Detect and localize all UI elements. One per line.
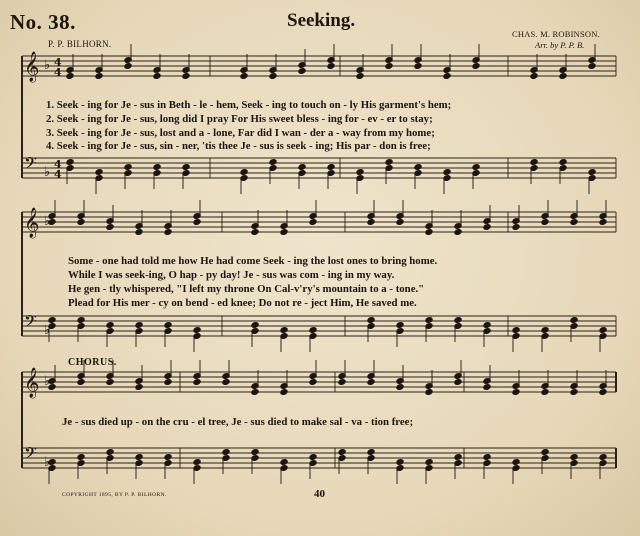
note-chord: [164, 210, 172, 235]
note-chord: [309, 454, 317, 479]
note-chord: [396, 459, 404, 484]
note-chord: [599, 454, 607, 479]
composer-credit: P. P. BILHORN.: [48, 39, 112, 49]
flat-key-signature-icon: ♭: [44, 58, 51, 73]
note-chord: [443, 169, 451, 194]
note-chord: [193, 200, 201, 225]
verse-2-line-2: While I was seek-ing, O hap - py day! Je - sus was com - ing in my way.: [68, 269, 395, 281]
flat-key-signature-icon: ♭: [44, 323, 51, 338]
note-chord: [193, 459, 201, 484]
note-chord: [280, 210, 288, 235]
note-chord: [309, 200, 317, 225]
note-chord: [309, 360, 317, 385]
note-chord: [530, 54, 538, 79]
note-chord: [135, 365, 143, 390]
note-chord: [280, 327, 288, 352]
note-chord: [66, 159, 74, 184]
note-chord: [599, 200, 607, 225]
note-chord: [454, 454, 462, 479]
note-chord: [77, 317, 85, 342]
note-chord: [367, 360, 375, 385]
note-chord: [153, 54, 161, 79]
note-chord: [309, 327, 317, 352]
note-chord: [338, 449, 346, 474]
note-chord: [599, 370, 607, 395]
author-credit: CHAS. M. ROBINSON.: [512, 29, 600, 39]
verse-4-line-2: Plead for His mer - cy on bend - ed knee; Do not re - ject Him, He saved me.: [68, 297, 417, 309]
note-chord: [135, 210, 143, 235]
note-chord: [443, 54, 451, 79]
note-chord: [269, 159, 277, 184]
note-chord: [106, 205, 114, 230]
flat-key-signature-icon: ♭: [44, 214, 51, 229]
note-chord: [588, 169, 596, 194]
verse-3-line-2: He gen - tly whispered, "I left my throne On Cal-v'ry's mountain to a - tone.": [68, 283, 425, 295]
note-chord: [251, 210, 259, 235]
note-chord: [425, 210, 433, 235]
note-chord: [483, 322, 491, 347]
chorus-lyric: Je - sus died up - on the cru - el tree, Je - sus died to make sal - va - tion free;: [62, 416, 414, 428]
note-chord: [396, 200, 404, 225]
bass-clef-icon: 𝄢: [24, 153, 37, 177]
bass-clef-icon: 𝄢: [24, 443, 37, 467]
note-chord: [588, 44, 596, 69]
staff-1-treble: [22, 56, 616, 76]
note-chord: [251, 449, 259, 474]
note-chord: [153, 164, 161, 189]
flat-key-signature-icon: ♭: [44, 374, 51, 389]
note-chord: [472, 164, 480, 189]
note-chord: [298, 49, 306, 74]
treble-clef-icon: 𝄞: [24, 208, 40, 238]
note-chord: [164, 454, 172, 479]
note-chord: [77, 200, 85, 225]
note-chord: [298, 164, 306, 189]
note-chord: [570, 370, 578, 395]
time-signature-top: 4: [54, 158, 62, 171]
treble-clef-icon: 𝄞: [24, 368, 40, 398]
note-chord: [124, 44, 132, 69]
note-chord: [483, 205, 491, 230]
note-chord: [385, 159, 393, 184]
note-chord: [367, 317, 375, 342]
note-chord: [570, 317, 578, 342]
note-chord: [541, 370, 549, 395]
note-chord: [483, 365, 491, 390]
note-chord: [483, 454, 491, 479]
note-chord: [193, 360, 201, 385]
note-chord: [425, 459, 433, 484]
note-chord: [280, 459, 288, 484]
note-chord: [327, 44, 335, 69]
note-chord: [251, 322, 259, 347]
note-chord: [367, 449, 375, 474]
note-chord: [356, 54, 364, 79]
note-chord: [512, 205, 520, 230]
note-chord: [106, 322, 114, 347]
note-chord: [414, 44, 422, 69]
flat-key-signature-icon: ♭: [44, 165, 51, 180]
note-chord: [367, 200, 375, 225]
note-chord: [414, 164, 422, 189]
hymn-number: No. 38.: [10, 10, 76, 34]
note-chord: [164, 322, 172, 347]
flat-key-signature-icon: ♭: [44, 455, 51, 470]
note-chord: [559, 159, 567, 184]
note-chord: [559, 54, 567, 79]
note-chord: [512, 327, 520, 352]
note-chord: [396, 322, 404, 347]
time-signature-top: 4: [54, 56, 62, 69]
note-chord: [570, 200, 578, 225]
note-chord: [280, 370, 288, 395]
note-chord: [240, 54, 248, 79]
time-signature-bottom: 4: [54, 168, 62, 181]
note-chord: [269, 54, 277, 79]
note-chord: [541, 200, 549, 225]
verse-4-line-1: 4. Seek - ing for Je - sus, sin - ner, 'tis thee Je - sus is seek - ing; His par - don is free;: [46, 140, 431, 152]
bass-clef-icon: 𝄢: [24, 311, 37, 335]
note-chord: [570, 454, 578, 479]
note-chord: [135, 322, 143, 347]
note-chord: [124, 164, 132, 189]
note-chord: [338, 360, 346, 385]
arranger-credit: Arr. by P. P. B.: [535, 40, 585, 50]
note-chord: [356, 169, 364, 194]
note-chord: [512, 370, 520, 395]
note-chord: [164, 360, 172, 385]
hymn-title: Seeking.: [287, 10, 356, 31]
staff-1-bass: [22, 158, 616, 178]
note-chord: [541, 449, 549, 474]
note-chord: [66, 54, 74, 79]
verse-2-line-1: 2. Seek - ing for Je - sus, long did I pray For His sweet bless - ing for - ev - er to stay;: [46, 113, 433, 125]
treble-clef-icon: 𝄞: [24, 52, 40, 82]
note-chord: [454, 360, 462, 385]
note-chord: [454, 317, 462, 342]
note-chord: [240, 169, 248, 194]
note-chord: [472, 44, 480, 69]
chorus-label: CHORUS.: [68, 357, 117, 368]
note-chord: [454, 210, 462, 235]
note-chord: [95, 54, 103, 79]
note-chord: [182, 54, 190, 79]
note-chord: [512, 459, 520, 484]
note-chord: [541, 327, 549, 352]
time-signature-bottom: 4: [54, 66, 62, 79]
note-chord: [425, 370, 433, 395]
note-chord: [135, 454, 143, 479]
note-chord: [327, 164, 335, 189]
note-chord: [193, 327, 201, 352]
note-chord: [106, 449, 114, 474]
note-chord: [425, 317, 433, 342]
note-chord: [222, 449, 230, 474]
note-chord: [95, 169, 103, 194]
verse-1-line-1: 1. Seek - ing for Je - sus in Beth - le - hem, Seek - ing to touch on - ly His garment's hem;: [46, 99, 452, 111]
note-chord: [77, 454, 85, 479]
note-chord: [385, 44, 393, 69]
verse-3-line-1: 3. Seek - ing for Je - sus, lost and a - lone, Far did I wan - der a - way from my home;: [46, 127, 435, 139]
note-chord: [530, 159, 538, 184]
page-number: 40: [314, 488, 325, 500]
note-chord: [599, 327, 607, 352]
copyright-notice: COPYRIGHT 1895, BY P. P. BILHORN.: [62, 492, 167, 498]
note-chord: [396, 365, 404, 390]
note-chord: [222, 360, 230, 385]
verse-1-line-2: Some - one had told me how He had come Seek - ing the lost ones to bring home.: [68, 255, 438, 267]
note-chord: [251, 370, 259, 395]
note-chord: [182, 164, 190, 189]
